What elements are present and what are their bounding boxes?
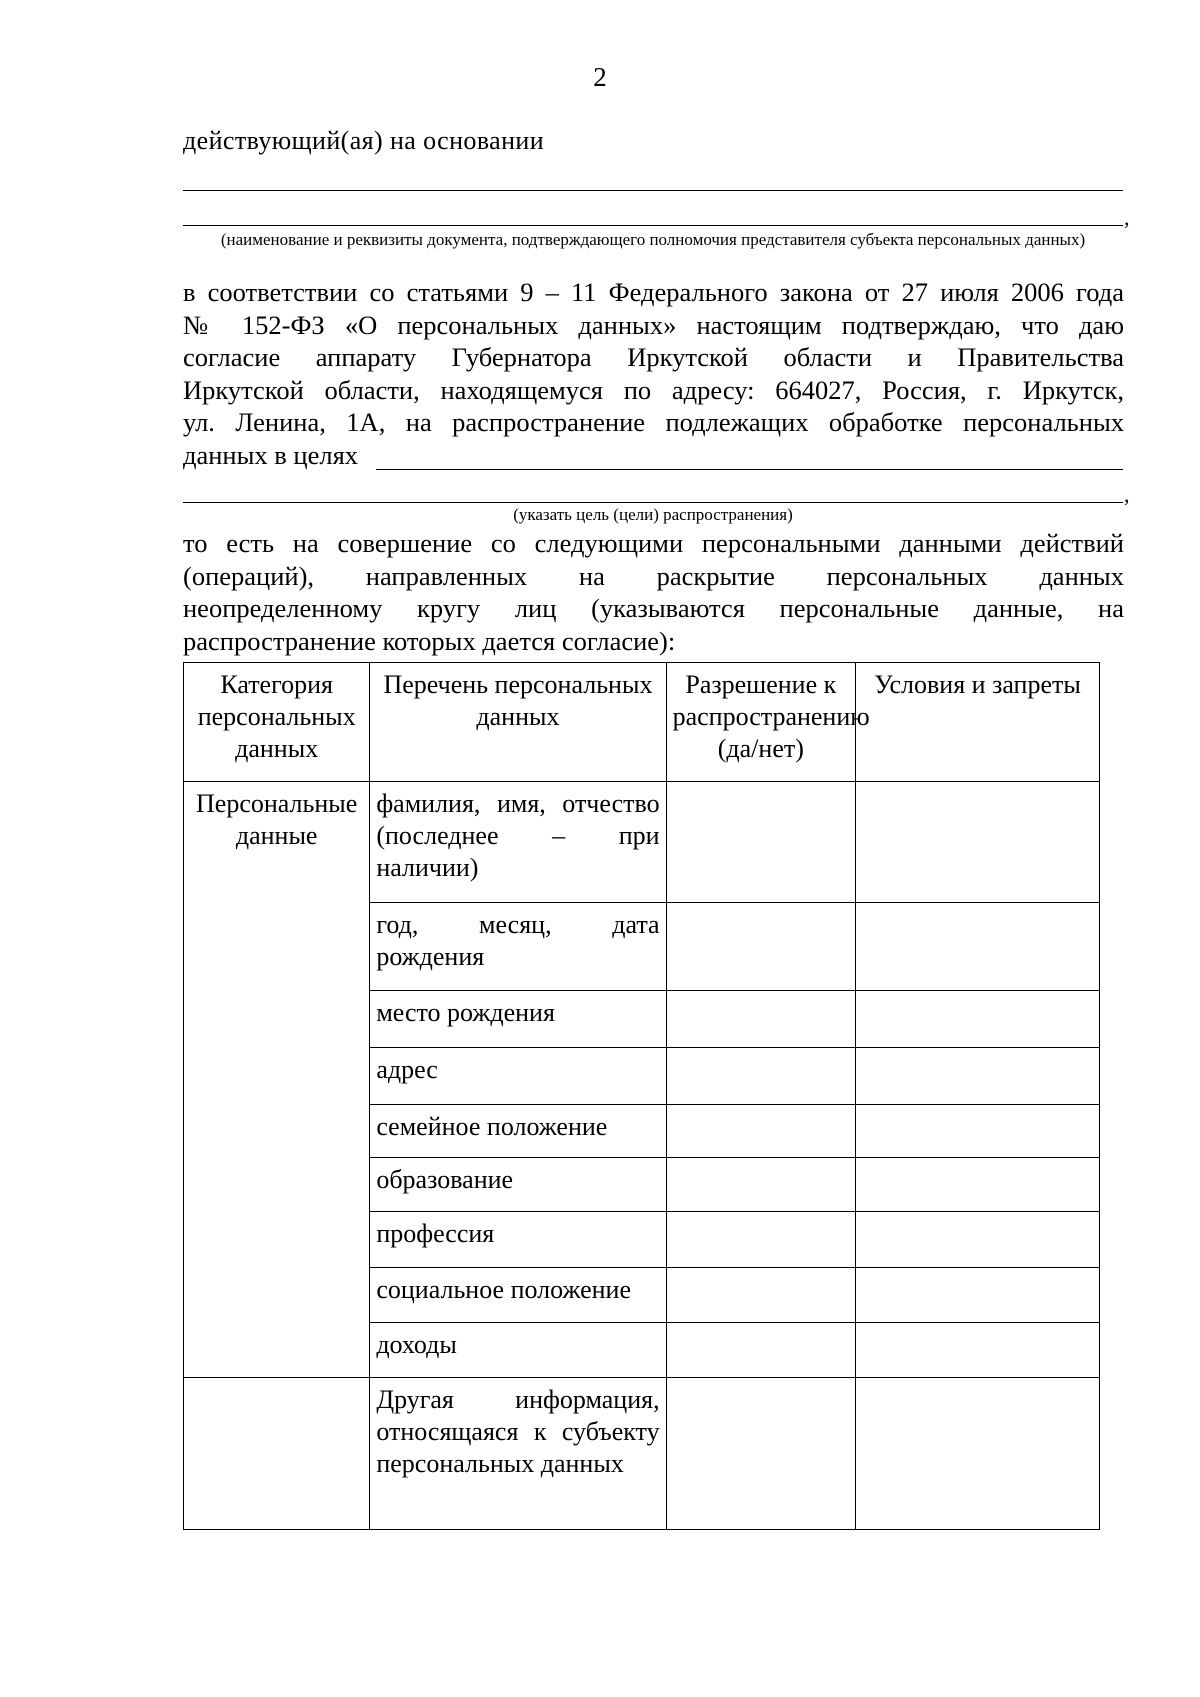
item-income: доходы	[370, 1323, 666, 1378]
page-number: 2	[593, 62, 607, 92]
header-permission: Разрешение к распространению (да/нет)	[666, 663, 855, 782]
header-conditions: Условия и запреты	[856, 663, 1100, 782]
actions-line-4: распространение которых дается согласие):	[183, 625, 676, 656]
conditions-cell[interactable]	[856, 903, 1100, 991]
category-personal-data: Персональные данные	[184, 782, 370, 1378]
personal-data-table	[183, 662, 1100, 1530]
consent-line-2: № 152-ФЗ «О персональных данных» настоящим подтверждаю, что даю	[183, 309, 1124, 340]
consent-line-4: Иркутской области, находящемуся по адресу: 664027, Россия, г. Иркутск,	[183, 374, 1124, 405]
item-social-status: социальное положение	[370, 1268, 666, 1323]
item-marital-status: семейное положение	[370, 1105, 666, 1158]
blank-line-purpose-1	[376, 469, 1123, 470]
permission-cell[interactable]	[666, 1268, 855, 1323]
actions-line-2: (операций), направленных на раскрытие персональных данных	[183, 560, 1124, 591]
item-other-information: Другая информация, относящаяся к субъекту персональных данных	[370, 1378, 666, 1530]
consent-line-5: ул. Ленина, 1А, на распространение подлежащих обработке персональных	[183, 407, 1124, 438]
purpose-label: данных в целях	[183, 439, 359, 470]
item-birth-place: место рождения	[370, 991, 666, 1048]
permission-cell[interactable]	[666, 1378, 855, 1530]
consent-line-1: в соответствии со статьями 9 – 11 Федерального закона от 27 июля 2006 года	[183, 277, 1124, 307]
item-full-name: фамилия, имя, отчество (последнее – при наличии)	[370, 782, 666, 903]
permission-cell[interactable]	[666, 1212, 855, 1268]
header-category: Категория персональных данных	[184, 663, 370, 782]
consent-line-3: согласие аппарату Губернатора Иркутской области и Правительства	[183, 342, 1124, 373]
conditions-cell[interactable]	[856, 1158, 1100, 1212]
comma: ,	[1124, 205, 1130, 230]
table-header-row	[184, 663, 1100, 782]
permission-cell[interactable]	[666, 903, 855, 991]
actions-line-3: неопределенному кругу лиц (указываются персональные данные, на	[183, 593, 1124, 624]
conditions-cell[interactable]	[856, 1105, 1100, 1158]
conditions-cell[interactable]	[856, 1048, 1100, 1105]
item-profession: профессия	[370, 1212, 666, 1268]
consent-line-6	[183, 439, 1124, 472]
header-list: Перечень персональных данных	[370, 663, 666, 782]
item-education: образование	[370, 1158, 666, 1212]
blank-line-document-2	[183, 225, 1123, 226]
permission-cell[interactable]	[666, 1158, 855, 1212]
conditions-cell[interactable]	[856, 1378, 1100, 1530]
actions-paragraph	[183, 527, 1124, 657]
table-row	[184, 1378, 1100, 1530]
permission-cell[interactable]	[666, 1105, 855, 1158]
comma-purpose: ,	[1124, 482, 1130, 507]
conditions-cell[interactable]	[856, 782, 1100, 903]
conditions-cell[interactable]	[856, 991, 1100, 1048]
blank-line-document-1	[183, 190, 1123, 191]
item-address: адрес	[370, 1048, 666, 1105]
permission-cell[interactable]	[666, 991, 855, 1048]
purpose-note: (указать цель (цели) распространения)	[513, 505, 793, 524]
permission-cell[interactable]	[666, 782, 855, 903]
conditions-cell[interactable]	[856, 1268, 1100, 1323]
item-birth-date: год, месяц, дата рождения	[370, 903, 666, 991]
actions-line-1: то есть на совершение со следующими персональными данными действий	[183, 528, 1124, 558]
table-row	[184, 782, 1100, 903]
permission-cell[interactable]	[666, 1323, 855, 1378]
document-note: (наименование и реквизиты документа, подтверждающего полномочия представителя субъекта персональных данных)	[220, 230, 1086, 249]
conditions-cell[interactable]	[856, 1323, 1100, 1378]
acting-basis-text: действующий(ая) на основании	[183, 126, 545, 155]
category-other	[184, 1378, 370, 1530]
conditions-cell[interactable]	[856, 1212, 1100, 1268]
consent-paragraph	[183, 276, 1124, 472]
permission-cell[interactable]	[666, 1048, 855, 1105]
